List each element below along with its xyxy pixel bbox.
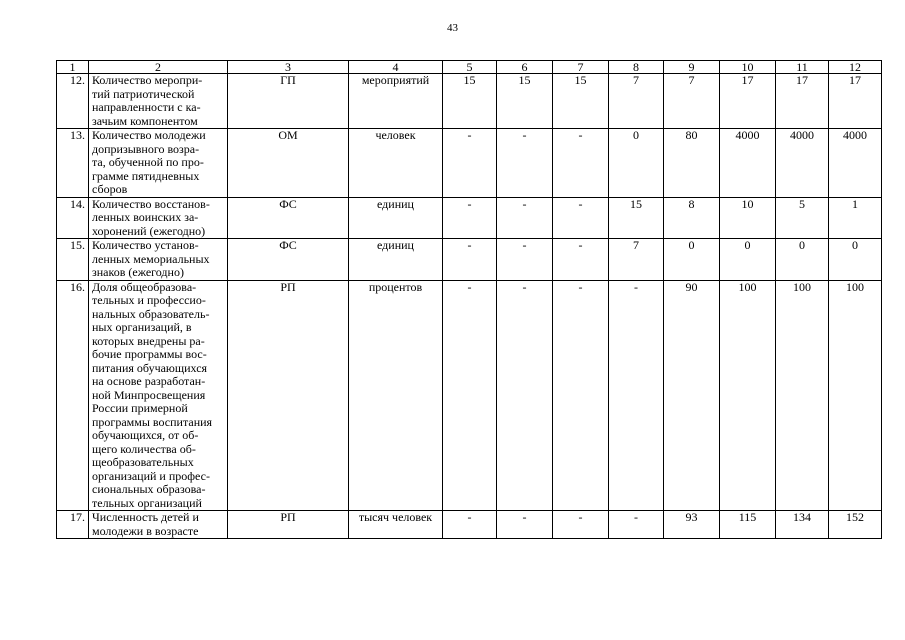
indicator-source: ОМ bbox=[228, 129, 349, 198]
indicator-name: Количество молодежи допризывного возра- та, обученной по про- грамме пятидневных сборов bbox=[89, 129, 228, 198]
value-col-5: - bbox=[443, 129, 497, 198]
column-header-7: 7 bbox=[553, 61, 609, 74]
indicator-unit: процентов bbox=[349, 280, 443, 511]
value-col-8: 15 bbox=[609, 197, 664, 239]
value-col-11: 4000 bbox=[776, 129, 829, 198]
value-col-7: - bbox=[553, 239, 609, 281]
indicator-source: ФС bbox=[228, 239, 349, 281]
value-col-7: 15 bbox=[553, 74, 609, 129]
value-col-7: - bbox=[553, 197, 609, 239]
indicator-unit: человек bbox=[349, 129, 443, 198]
value-col-7: - bbox=[553, 511, 609, 539]
value-col-12: 0 bbox=[829, 239, 882, 281]
value-col-12: 4000 bbox=[829, 129, 882, 198]
column-header-5: 5 bbox=[443, 61, 497, 74]
column-header-11: 11 bbox=[776, 61, 829, 74]
indicator-source: ГП bbox=[228, 74, 349, 129]
column-header-6: 6 bbox=[497, 61, 553, 74]
value-col-10: 17 bbox=[720, 74, 776, 129]
column-header-4: 4 bbox=[349, 61, 443, 74]
value-col-12: 17 bbox=[829, 74, 882, 129]
value-col-5: - bbox=[443, 239, 497, 281]
value-col-6: - bbox=[497, 511, 553, 539]
indicator-unit: тысяч человек bbox=[349, 511, 443, 539]
row-number: 16. bbox=[57, 280, 89, 511]
value-col-12: 1 bbox=[829, 197, 882, 239]
indicator-unit: единиц bbox=[349, 239, 443, 281]
value-col-6: 15 bbox=[497, 74, 553, 129]
value-col-5: - bbox=[443, 280, 497, 511]
value-col-6: - bbox=[497, 239, 553, 281]
value-col-7: - bbox=[553, 129, 609, 198]
indicator-name: Количество установ- ленных мемориальных знаков (ежегодно) bbox=[89, 239, 228, 281]
table-row bbox=[57, 129, 882, 198]
value-col-12: 100 bbox=[829, 280, 882, 511]
value-col-8: 7 bbox=[609, 74, 664, 129]
column-header-3: 3 bbox=[228, 61, 349, 74]
indicator-unit: единиц bbox=[349, 197, 443, 239]
row-number: 14. bbox=[57, 197, 89, 239]
indicator-name: Количество меропри- тий патриотической направленности с ка- зачьим компонентом bbox=[89, 74, 228, 129]
row-number: 13. bbox=[57, 129, 89, 198]
value-col-5: - bbox=[443, 197, 497, 239]
indicator-source: РП bbox=[228, 511, 349, 539]
value-col-9: 93 bbox=[664, 511, 720, 539]
value-col-10: 115 bbox=[720, 511, 776, 539]
value-col-8: - bbox=[609, 280, 664, 511]
column-header-2: 2 bbox=[89, 61, 228, 74]
value-col-10: 4000 bbox=[720, 129, 776, 198]
table-row bbox=[57, 511, 882, 539]
value-col-8: 7 bbox=[609, 239, 664, 281]
value-col-12: 152 bbox=[829, 511, 882, 539]
indicator-source: ФС bbox=[228, 197, 349, 239]
value-col-11: 17 bbox=[776, 74, 829, 129]
value-col-10: 10 bbox=[720, 197, 776, 239]
value-col-8: 0 bbox=[609, 129, 664, 198]
column-header-12: 12 bbox=[829, 61, 882, 74]
value-col-11: 100 bbox=[776, 280, 829, 511]
value-col-9: 80 bbox=[664, 129, 720, 198]
table-row bbox=[57, 280, 882, 511]
value-col-9: 8 bbox=[664, 197, 720, 239]
table-body bbox=[57, 74, 882, 539]
value-col-11: 5 bbox=[776, 197, 829, 239]
value-col-6: - bbox=[497, 280, 553, 511]
value-col-10: 0 bbox=[720, 239, 776, 281]
column-header-9: 9 bbox=[664, 61, 720, 74]
indicator-name: Доля общеобразова- тельных и профессио- нальных образователь- ных организаций, в которых внедрены ра- бочие программы вос- питания обучающихся на основе разработан- ной Минпросвещения России примерной программы воспитания обучающихся, от об- щего количества об- щеобразовательных организаций и профес- сиональных образова- тельных организаций bbox=[89, 280, 228, 511]
value-col-6: - bbox=[497, 197, 553, 239]
row-number: 12. bbox=[57, 74, 89, 129]
value-col-9: 0 bbox=[664, 239, 720, 281]
page-number: 43 bbox=[447, 22, 458, 34]
value-col-11: 0 bbox=[776, 239, 829, 281]
table-row bbox=[57, 74, 882, 129]
value-col-9: 90 bbox=[664, 280, 720, 511]
row-number: 15. bbox=[57, 239, 89, 281]
value-col-6: - bbox=[497, 129, 553, 198]
row-number: 17. bbox=[57, 511, 89, 539]
value-col-5: 15 bbox=[443, 74, 497, 129]
column-header-10: 10 bbox=[720, 61, 776, 74]
header-row bbox=[57, 61, 882, 74]
table-row bbox=[57, 239, 882, 281]
table-header bbox=[57, 61, 882, 74]
value-col-10: 100 bbox=[720, 280, 776, 511]
indicator-unit: мероприятий bbox=[349, 74, 443, 129]
indicator-name: Численность детей и молодежи в возрасте bbox=[89, 511, 228, 539]
column-header-1: 1 bbox=[57, 61, 89, 74]
table-row bbox=[57, 197, 882, 239]
value-col-5: - bbox=[443, 511, 497, 539]
indicator-name: Количество восстанов- ленных воинских за- хоронений (ежегодно) bbox=[89, 197, 228, 239]
column-header-8: 8 bbox=[609, 61, 664, 74]
indicators-table bbox=[56, 60, 882, 539]
indicator-source: РП bbox=[228, 280, 349, 511]
value-col-7: - bbox=[553, 280, 609, 511]
value-col-8: - bbox=[609, 511, 664, 539]
value-col-9: 7 bbox=[664, 74, 720, 129]
value-col-11: 134 bbox=[776, 511, 829, 539]
